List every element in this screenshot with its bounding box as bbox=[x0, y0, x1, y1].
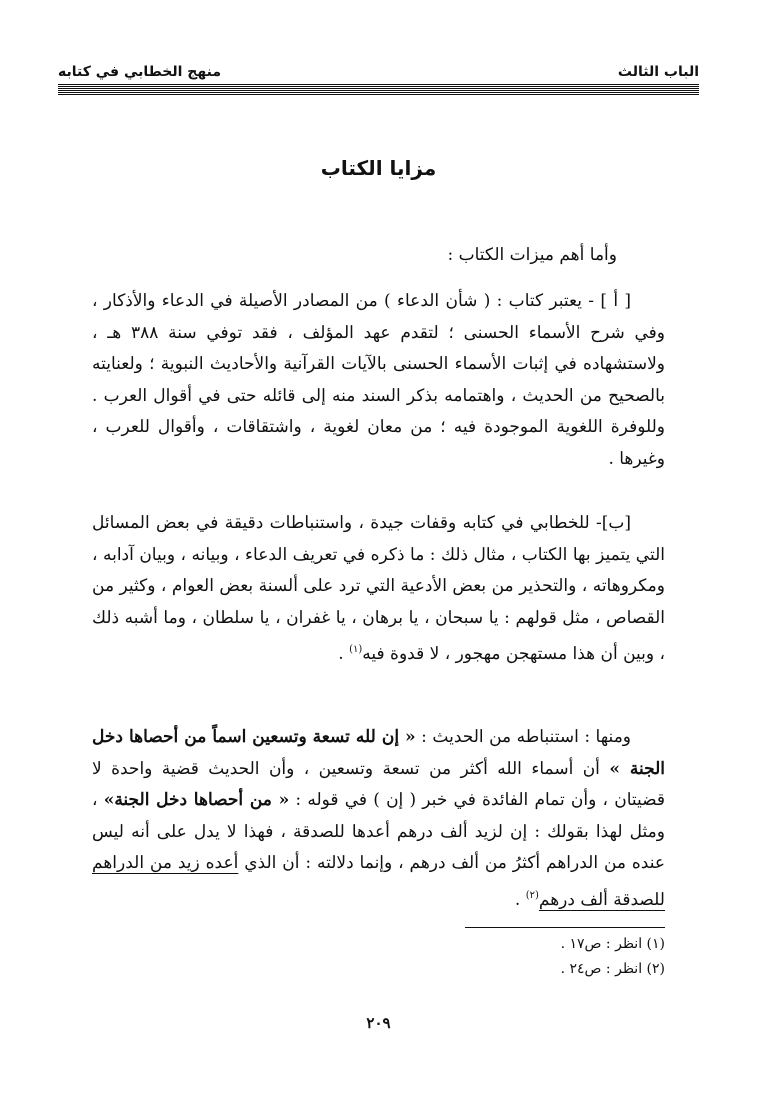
header-rule bbox=[58, 84, 699, 95]
book-subject: منهج الخطابي في كتابه bbox=[58, 64, 221, 80]
paragraph-c-part3: ، ومثل لهذا بقولك : إن لزيد ألف درهم أعدها للصدقة ، فهذا لا يدل على أنه ليس عنده من الدراهم أكثرُ من ألف درهم ، وإنما دلالته : أن الذي bbox=[92, 790, 665, 873]
hadith-quote-1: « إن لله تسعة وتسعين اسماً من أحصاها دخل الجنة » bbox=[92, 727, 665, 779]
paragraph-b-text bbox=[92, 508, 665, 671]
footnote-separator bbox=[465, 927, 665, 928]
paragraph-a-text: [ أ ] - يعتبر كتاب : ( شأن الدعاء ) من المصادر الأصيلة في الدعاء والأذكار ، وفي شرح الأسماء الحسنى ؛ لتقدم عهد المؤلف ، فقد توفي سنة ٣٨٨ هـ ، ولاستشهاده في إثبات الأسماء الحسنى بالآيات القرآنية والأحاديث النبوية ؛ ولعنايته بالصحيح من الحديث ، واهتمامه بذكر السند منه إلى قائله حتى في أقوال العرب . وللوفرة اللغوية الموجودة فيه ؛ من معان لغوية ، واشتقاقات ، وأقوال للعرب ، وغيرها . bbox=[92, 291, 666, 469]
paragraph-c-part2: أن أسماء الله أكثر من تسعة وتسعين ، وأن الحديث قضية واحدة لا قضيتان ، وأن تمام الفائدة في خبر ( إن ) في قوله : bbox=[92, 758, 666, 810]
footnote-ref-1: (١) bbox=[349, 644, 363, 655]
paragraph-c bbox=[92, 722, 665, 916]
intro-line: وأما أهم ميزات الكتاب : bbox=[447, 245, 617, 265]
page-number: ٢٠٩ bbox=[366, 1014, 391, 1032]
running-header bbox=[58, 58, 699, 80]
footnote-2: (٢) انظر : ص٢٤ . bbox=[560, 961, 665, 977]
footnote-ref-2: (٢) bbox=[525, 889, 539, 901]
paragraph-b-end: . bbox=[338, 644, 350, 664]
underlined-phrase: أعده زيد من الدراهم للصدقة ألف درهم bbox=[92, 853, 665, 910]
footnotes bbox=[92, 932, 665, 982]
paragraph-c-end: . bbox=[514, 889, 526, 910]
footnote-1: (١) انظر : ص١٧ . bbox=[560, 936, 665, 952]
hadith-quote-2: « من أحصاها دخل الجنة» bbox=[103, 790, 290, 810]
section-title: مزايا الكتاب bbox=[320, 156, 437, 180]
paragraph-a bbox=[92, 286, 665, 475]
paragraph-c-text bbox=[92, 722, 665, 916]
chapter-title: الباب الثالث bbox=[617, 64, 699, 80]
paragraph-b bbox=[92, 508, 665, 671]
paragraph-b-body: [ب]- للخطابي في كتابه وقفات جيدة ، واستنباطات دقيقة في بعض المسائل التي يتميز بها الكتاب ، مثال ذلك : ما ذكره في تعريف الدعاء ، وبيانه ، وبيان آدابه ، ومكروهاته ، والتحذير من بعض الأدعية التي ترد على ألسنة بعض العوام ، وكثير من القصاص ، مثل قولهم : يا سبحان ، يا برهان ، يا غفران ، يا سلطان ، وما أشبه ذلك ، وبين أن هذا مستهجن مهجور ، لا قدوة فيه bbox=[92, 513, 665, 664]
paragraph-c-part1: ومنها : استنباطه من الحديث : bbox=[415, 727, 632, 747]
